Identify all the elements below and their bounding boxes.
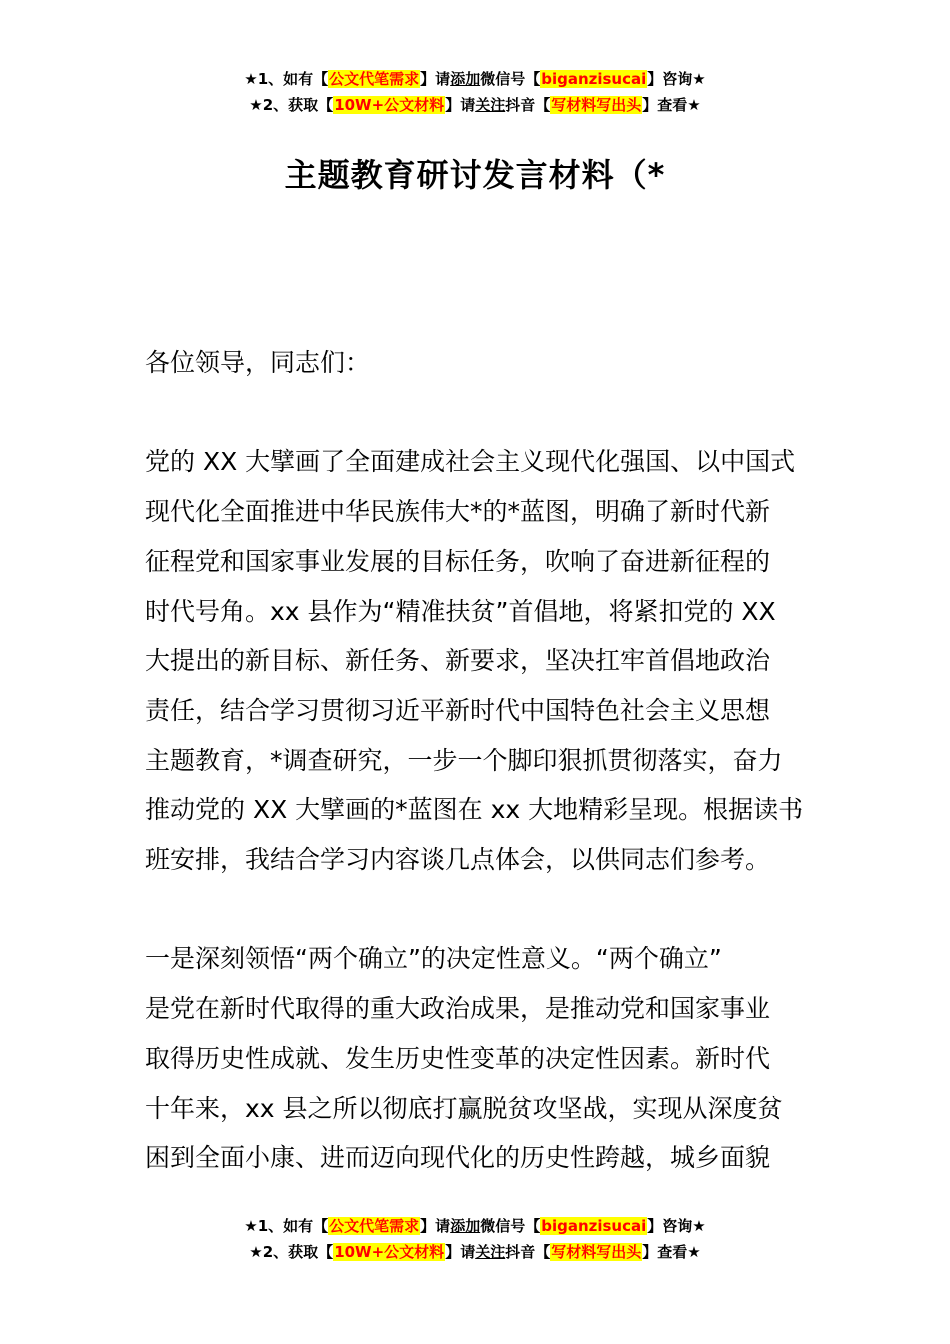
banner-underline: 关注: [475, 1243, 506, 1261]
header-banner: [0, 66, 950, 118]
banner-highlight: 公文代笔需求: [329, 70, 420, 88]
banner-line-1: [0, 1213, 950, 1239]
banner-line-1: [0, 66, 950, 92]
banner-text: 】请: [420, 70, 451, 88]
banner-highlight: 写材料写出头: [551, 96, 642, 114]
text-line: 一是深刻领悟“两个确立”的决定性意义。“两个确立”: [145, 944, 722, 974]
text-line: 取得历史性成就、发生历史性变革的决定性因素。新时代: [145, 1043, 771, 1073]
banner-text: 】查看★: [642, 1243, 701, 1261]
banner-text: 微信号【: [480, 70, 541, 88]
banner-text: 】请: [445, 96, 476, 114]
banner-highlight: biganzisucai: [541, 70, 647, 88]
text-line: 是党在新时代取得的重大政治成果，是推动党和国家事业: [145, 994, 771, 1024]
text-line: 征程党和国家事业发展的目标任务，吹响了奋进新征程的: [145, 546, 771, 576]
banner-highlight: biganzisucai: [541, 1217, 647, 1235]
footer-banner: [0, 1213, 950, 1265]
document-body: [145, 338, 809, 1183]
banner-text: 】咨询★: [647, 70, 706, 88]
document-title: 主题教育研讨发言材料（*: [284, 156, 666, 194]
paragraph-point-one: [145, 934, 809, 1183]
banner-highlight: 公文代笔需求: [329, 1217, 420, 1235]
banner-text: 微信号【: [480, 1217, 541, 1235]
banner-underline: 关注: [475, 96, 506, 114]
banner-text: 】咨询★: [647, 1217, 706, 1235]
salutation: 各位领导，同志们：: [145, 348, 371, 377]
banner-line-2: [0, 1239, 950, 1265]
text-line: 责任，结合学习贯彻习近平新时代中国特色社会主义思想: [145, 695, 771, 725]
banner-line-2: [0, 92, 950, 118]
text-line: 十年来，xx 县之所以彻底打赢脱贫攻坚战，实现从深度贫: [145, 1093, 783, 1123]
paragraph-intro: [145, 437, 809, 884]
text-line: 主题教育，*调查研究，一步一个脚印狠抓贯彻落实，奋力: [145, 745, 783, 775]
text-line: 班安排，我结合学习内容谈几点体会，以供同志们参考。: [145, 845, 771, 875]
banner-highlight: 10W+公文材料: [334, 1243, 445, 1261]
banner-text: 】请: [420, 1217, 451, 1235]
banner-text: 抖音【: [505, 1243, 551, 1261]
banner-text: ★2、获取【: [249, 1243, 334, 1261]
banner-text: 】请: [445, 1243, 476, 1261]
banner-underline: 添加: [450, 70, 481, 88]
banner-text: ★1、如有【: [244, 70, 329, 88]
text-line: 党的 XX 大擘画了全面建成社会主义现代化强国、以中国式: [145, 447, 796, 477]
text-line: 时代号角。xx 县作为“精准扶贫”首倡地，将紧扣党的 XX: [145, 596, 776, 626]
banner-text: 抖音【: [505, 96, 551, 114]
banner-highlight: 写材料写出头: [551, 1243, 642, 1261]
text-line: 困到全面小康、进而迈向现代化的历史性跨越，城乡面貌: [145, 1143, 771, 1173]
text-line: 大提出的新目标、新任务、新要求，坚决扛牢首倡地政治: [145, 646, 771, 676]
banner-text: ★2、获取【: [249, 96, 334, 114]
banner-underline: 添加: [450, 1217, 481, 1235]
text-line: 推动党的 XX 大擘画的*蓝图在 xx 大地精彩呈现。根据读书: [145, 795, 804, 825]
banner-highlight: 10W+公文材料: [334, 96, 445, 114]
banner-text: 】查看★: [642, 96, 701, 114]
banner-text: ★1、如有【: [244, 1217, 329, 1235]
text-line: 现代化全面推进中华民族伟大*的*蓝图，明确了新时代新: [145, 497, 771, 527]
